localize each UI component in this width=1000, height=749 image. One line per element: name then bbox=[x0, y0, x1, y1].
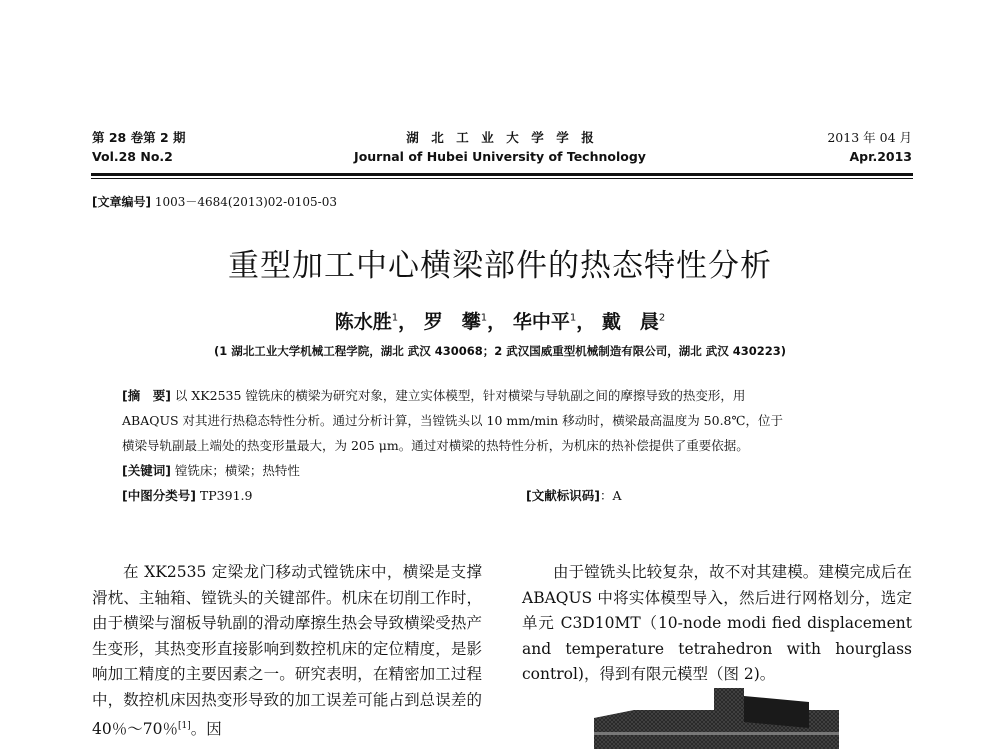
journal-name-cn: 湖 北 工 业 大 学 学 报 bbox=[406, 130, 594, 145]
column-mesh bbox=[714, 688, 744, 718]
doc-code bbox=[526, 483, 621, 508]
abstract-line-1 bbox=[122, 383, 872, 408]
keywords-label: [关键词] bbox=[122, 463, 171, 478]
author-name: 陈水胜 bbox=[334, 311, 392, 333]
journal-name-en: Journal of Hubei University of Technology bbox=[354, 149, 646, 164]
paper-title: 重型加工中心横梁部件的热态特性分析 bbox=[228, 248, 772, 284]
body-paragraph bbox=[92, 560, 482, 742]
doc-code-value: ：A bbox=[599, 488, 622, 503]
header-rule-thin bbox=[91, 178, 913, 179]
classification-value: TP391.9 bbox=[199, 488, 253, 503]
abstract-line-3: 横梁导轨副最上端处的热变形量最大，为 205 μm。通过对横梁的热特性分析，为机床的热补偿提供了重要依据。 bbox=[122, 438, 749, 453]
author-name: 罗 攀 bbox=[423, 311, 481, 333]
author-affil-mark: 2 bbox=[658, 312, 666, 324]
author-separator: ， bbox=[576, 311, 596, 333]
abstract bbox=[122, 383, 872, 508]
volume-issue-cn: 第 28 卷第 2 期 bbox=[92, 130, 186, 145]
abstract-label: [摘 要] bbox=[122, 388, 171, 403]
volume-issue-en: Vol.28 No.2 bbox=[92, 149, 173, 164]
author-separator: ， bbox=[487, 311, 507, 333]
author-name: 华中平 bbox=[512, 311, 570, 333]
affiliation: (1 湖北工业大学机械工程学院，湖北 武汉 430068；2 武汉国威重型机械制造有限公司，湖北 武汉 430223) bbox=[213, 344, 787, 358]
author-affil-mark: 1 bbox=[480, 312, 488, 324]
author-separator: ， bbox=[398, 311, 418, 333]
abstract-text: 以 XK2535 镗铣床的横梁为研究对象，建立实体模型，针对横梁与导轨副之间的摩擦导致的热变形，用 bbox=[174, 388, 746, 403]
article-number bbox=[92, 193, 337, 210]
article-number-label: [文章编号] bbox=[92, 195, 151, 209]
body-left-column bbox=[92, 560, 482, 742]
author-affil-mark: 1 bbox=[391, 312, 399, 324]
author-list bbox=[0, 307, 1000, 334]
body-text-tail: 。因 bbox=[190, 719, 222, 738]
date-cn: 2013 年 04 月 bbox=[827, 130, 912, 145]
abstract-line-2: ABAQUS 对其进行热稳态特性分析。通过分析计算，当镗铣头以 10 mm/min 移动时，横梁最高温度为 50.8℃，位于 bbox=[122, 413, 783, 428]
classification-row bbox=[122, 483, 872, 508]
body-text: 在 XK2535 定梁龙门移动式镗铣床中，横梁是支撑滑枕、主轴箱、镗铣头的关键部件。机床在切削工作时，由于横梁与溜板导轨副的滑动摩擦生热会导致横梁受热产生变形，其热变形直接影响到数控机床的定位精度，是影响加工精度的主要因素之一。研究表明，在精密加工过程中，数控机床因热变形导致的加工误差可能占到总误差的 40％～70％ bbox=[92, 563, 482, 738]
date-en: Apr.2013 bbox=[849, 149, 912, 164]
doc-code-label: [文献标识码] bbox=[526, 488, 600, 503]
citation-ref: [1] bbox=[177, 720, 191, 731]
header-rule-thick bbox=[91, 173, 913, 176]
body-right-column bbox=[522, 560, 912, 688]
body-paragraph: 由于镗铣头比较复杂，故不对其建模。建模完成后在 ABAQUS 中将实体模型导入，然后进行网格划分，选定单元 C3D10MT（10-node modi fied displacement and temperature tetrahedron with hourglass control)，得到有限元模型（图 2)。 bbox=[522, 563, 912, 684]
author-name: 戴 晨 bbox=[601, 311, 659, 333]
classification-label: [中图分类号] bbox=[122, 488, 196, 503]
fe-model-figure bbox=[594, 688, 854, 749]
author-affil-mark: 1 bbox=[569, 312, 577, 324]
keywords-value: 镗铣床；横梁；热特性 bbox=[174, 463, 300, 478]
keywords bbox=[122, 458, 872, 483]
article-number-value: 1003－4684(2013)02-0105-03 bbox=[154, 195, 337, 209]
guide-rail bbox=[594, 732, 839, 735]
